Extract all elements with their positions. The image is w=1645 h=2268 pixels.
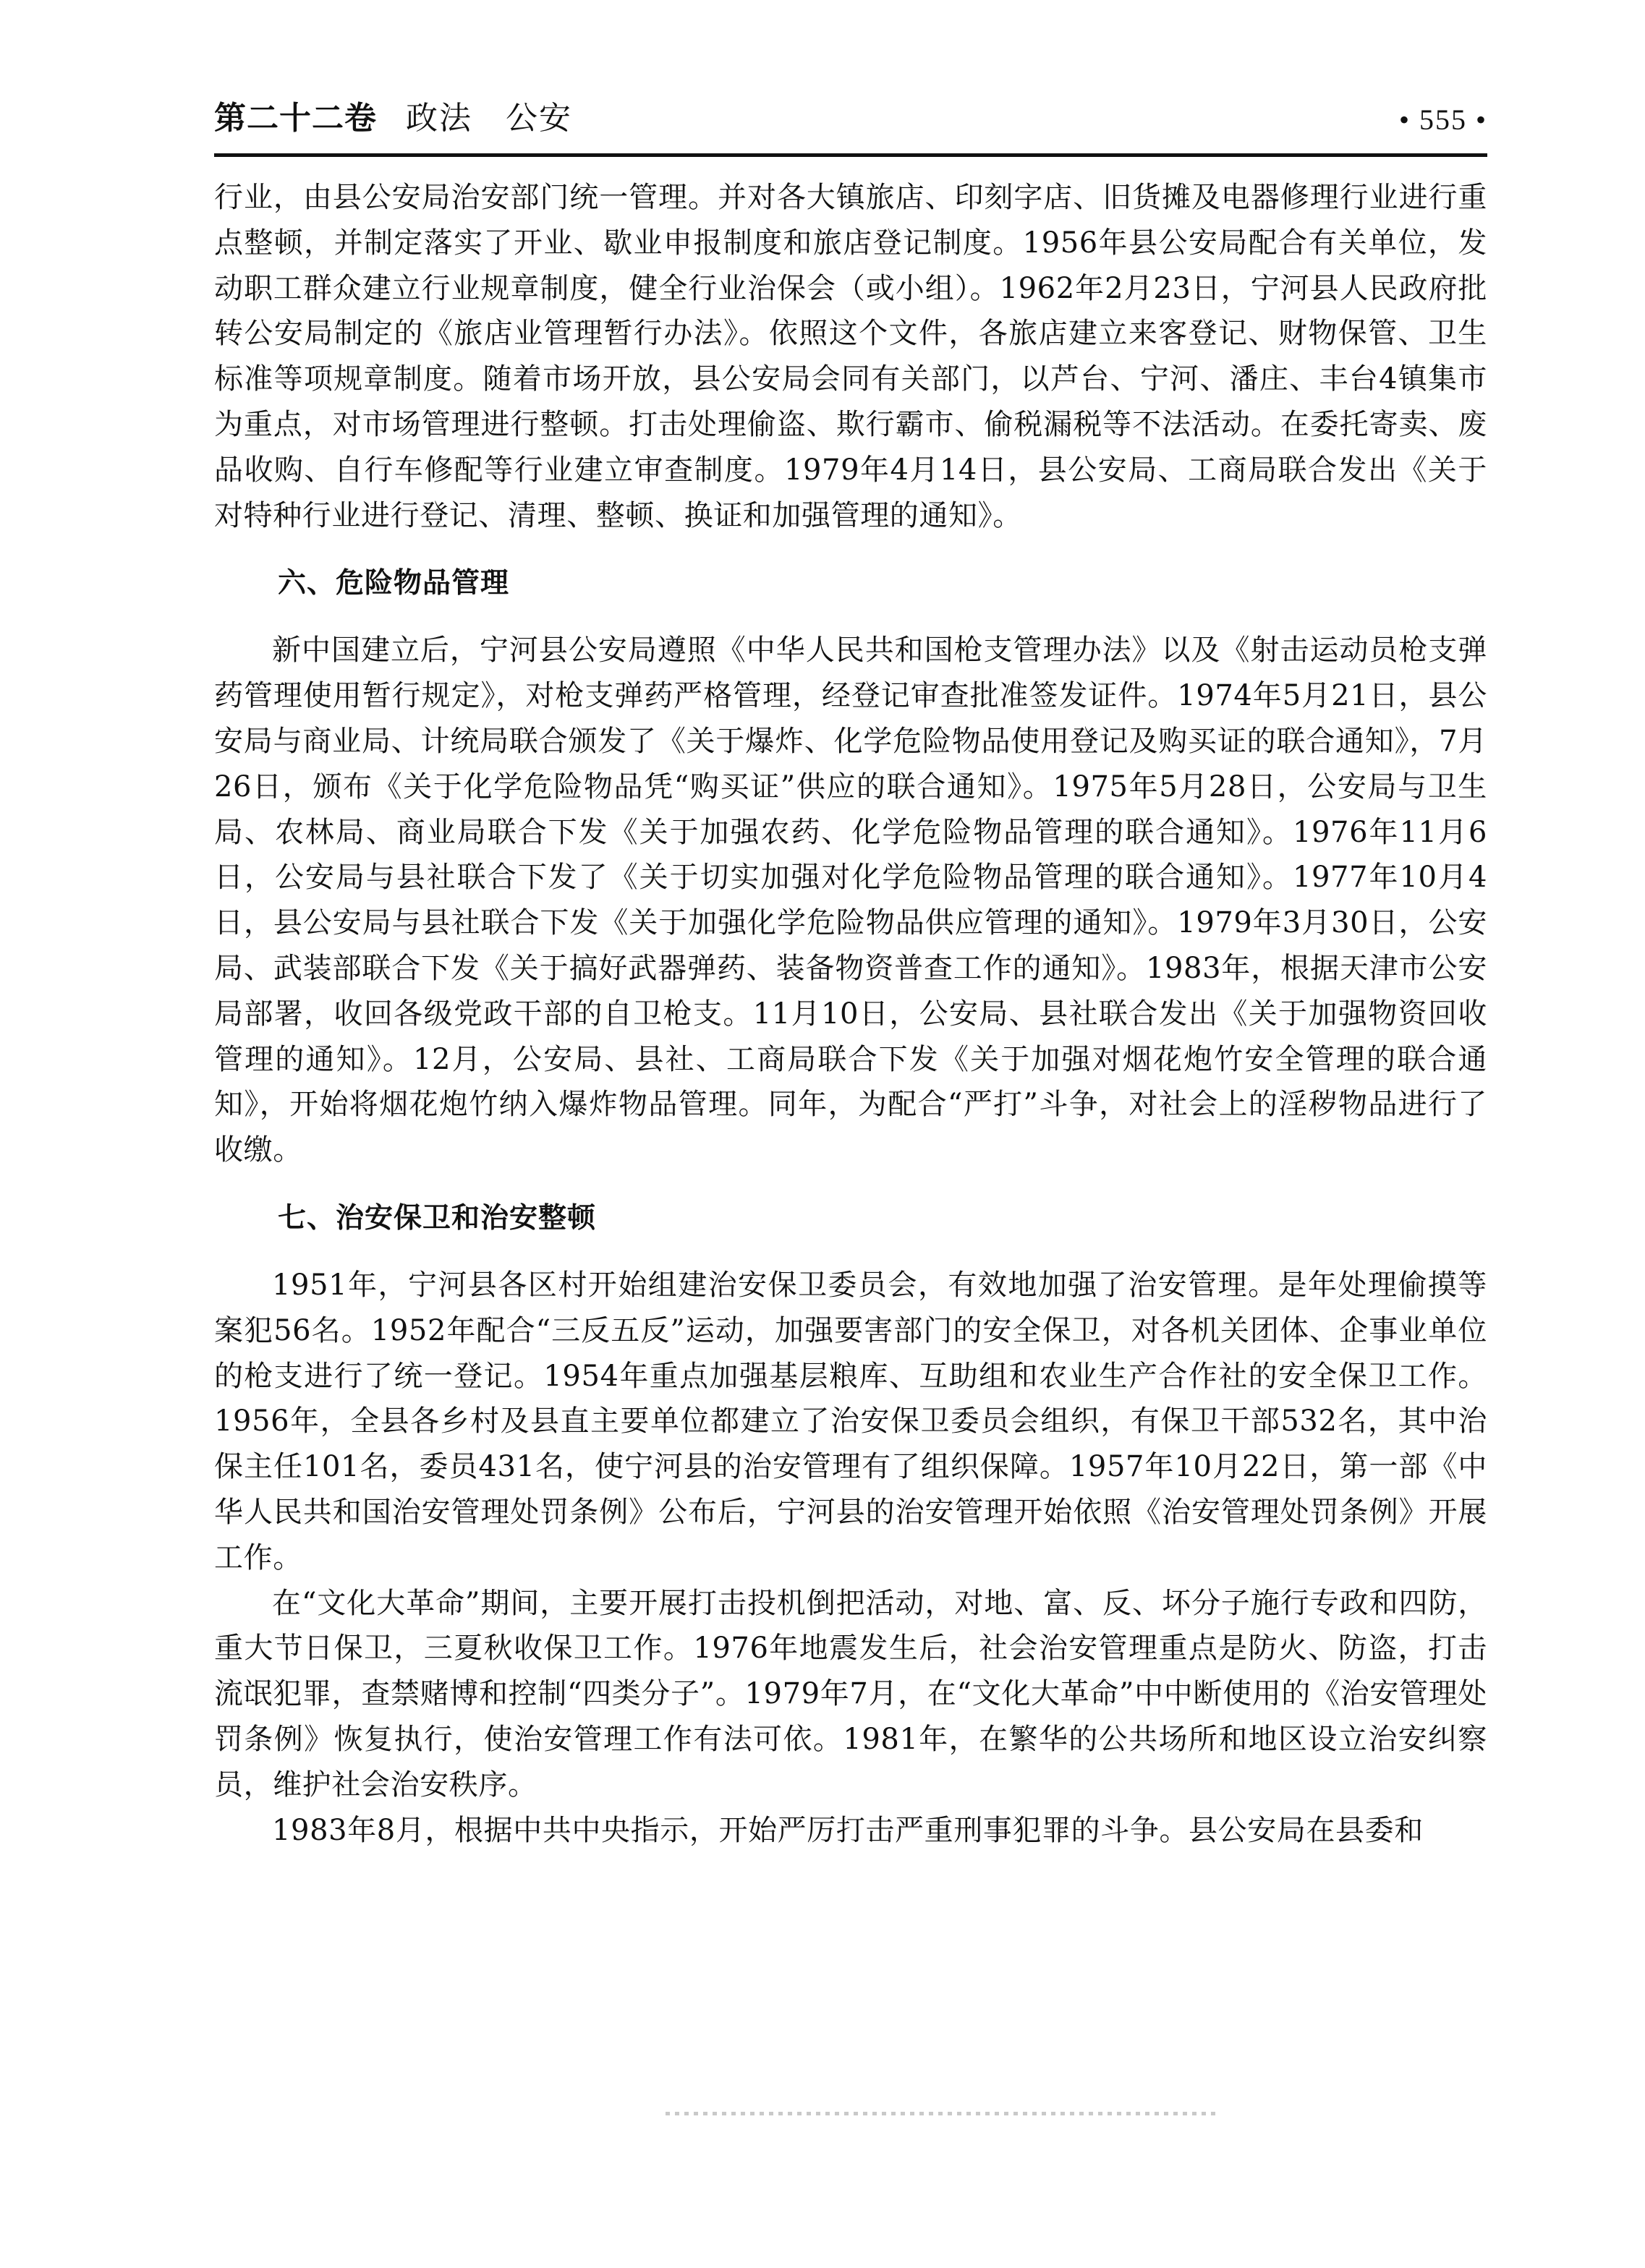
paragraph-dangerous-goods: 新中国建立后，宁河县公安局遵照《中华人民共和国枪支管理办法》以及《射击运动员枪支弹药管理使用暂行规定》，对枪支弹药严格管理，经登记审查批准签发证件。1974年5月21日，县公安局与商业局、计统局联合颁发了《关于爆炸、化学危险物品使用登记及购买证的联合通知》，7月26日，颁布《关于化学危险物品凭“购买证”供应的联合通知》。1975年5月28日，公安局与卫生局、农林局、商业局联合下发《关于加强农药、化学危险物品管理的联合通知》。1976年11月6日，公安局与县社联合下发了《关于切实加强对化学危险物品管理的联合通知》。1977年10月4日，县公安局与县社联合下发《关于加强化学危险物品供应管理的通知》。1979年3月30日，公安局、武装部联合下发《关于搞好武器弹药、装备物资普查工作的通知》。1983年，根据天津市公安局部署，收回各级党政干部的自卫枪支。11月10日，公安局、县社联合发出《关于加强物资回收管理的通知》。12月，公安局、县社、工商局联合下发《关于加强对烟花炮竹安全管理的联合通知》，开始将烟花炮竹纳入爆炸物品管理。同年，为配合“严打”斗争，对社会上的淫秽物品进行了收缴。 bbox=[214, 634, 1487, 1167]
paragraph-security-committees: 1951年，宁河县各区村开始组建治安保卫委员会，有效地加强了治安管理。是年处理偷摸等案犯56名。1952年配合“三反五反”运动，加强要害部门的安全保卫，对各机关团体、企事业单位的枪支进行了统一登记。1954年重点加强基层粮库、互助组和农业生产合作社的安全保卫工作。1956年，全县各乡村及县直主要单位都建立了治安保卫委员会组织，有保卫干部532名，其中治保主任101名，委员431名，使宁河县的治安管理有了组织保障。1957年10月22日，第一部《中华人民共和国治安管理处罚条例》公布后，宁河县的治安管理开始依照《治安管理处罚条例》开展工作。 bbox=[214, 1268, 1487, 1574]
section-label: 政法 公安 bbox=[406, 100, 572, 137]
scan-artifact bbox=[666, 2112, 1215, 2115]
running-header bbox=[214, 93, 1487, 153]
page-body bbox=[214, 175, 1487, 1853]
header-rule bbox=[214, 153, 1487, 157]
header-title bbox=[214, 98, 572, 139]
paragraph-continued: 行业，由县公安局治安部门统一管理。并对各大镇旅店、印刻字店、旧货摊及电器修理行业进行重点整顿，并制定落实了开业、歇业申报制度和旅店登记制度。1956年县公安局配合有关单位，发动职工群众建立行业规章制度，健全行业治保会（或小组）。1962年2月23日，宁河县人民政府批转公安局制定的《旅店业管理暂行办法》。依照这个文件，各旅店建立来客登记、财物保管、卫生标准等项规章制度。随着市场开放，县公安局会同有关部门，以芦台、宁河、潘庄、丰台4镇集市为重点，对市场管理进行整顿。打击处理偷盗、欺行霸市、偷税漏税等不法活动。在委托寄卖、废品收购、自行车修配等行业建立审查制度。1979年4月14日，县公安局、工商局联合发出《关于对特种行业进行登记、清理、整顿、换证和加强管理的通知》。 bbox=[214, 181, 1487, 532]
paragraph-cultural-revolution: 在“文化大革命”期间，主要开展打击投机倒把活动，对地、富、反、坏分子施行专政和四防，重大节日保卫，三夏秋收保卫工作。1976年地震发生后，社会治安管理重点是防火、防盗，打击流氓犯罪，查禁赌博和控制“四类分子”。1979年7月，在“文化大革命”中中断使用的《治安管理处罚条例》恢复执行，使治安管理工作有法可依。1981年，在繁华的公共场所和地区设立治安纠察员，维护社会治安秩序。 bbox=[214, 1586, 1487, 1802]
page-number: • 555 • bbox=[1398, 103, 1487, 136]
section-heading-dangerous-goods: 六、危险物品管理 bbox=[278, 567, 510, 600]
section-heading-public-security: 七、治安保卫和治安整顿 bbox=[278, 1201, 597, 1235]
paragraph-strike-hard: 1983年8月，根据中共中央指示，开始严厉打击严重刑事犯罪的斗争。县公安局在县委和 bbox=[272, 1813, 1424, 1847]
volume-label: 第二十二卷 bbox=[214, 100, 377, 137]
